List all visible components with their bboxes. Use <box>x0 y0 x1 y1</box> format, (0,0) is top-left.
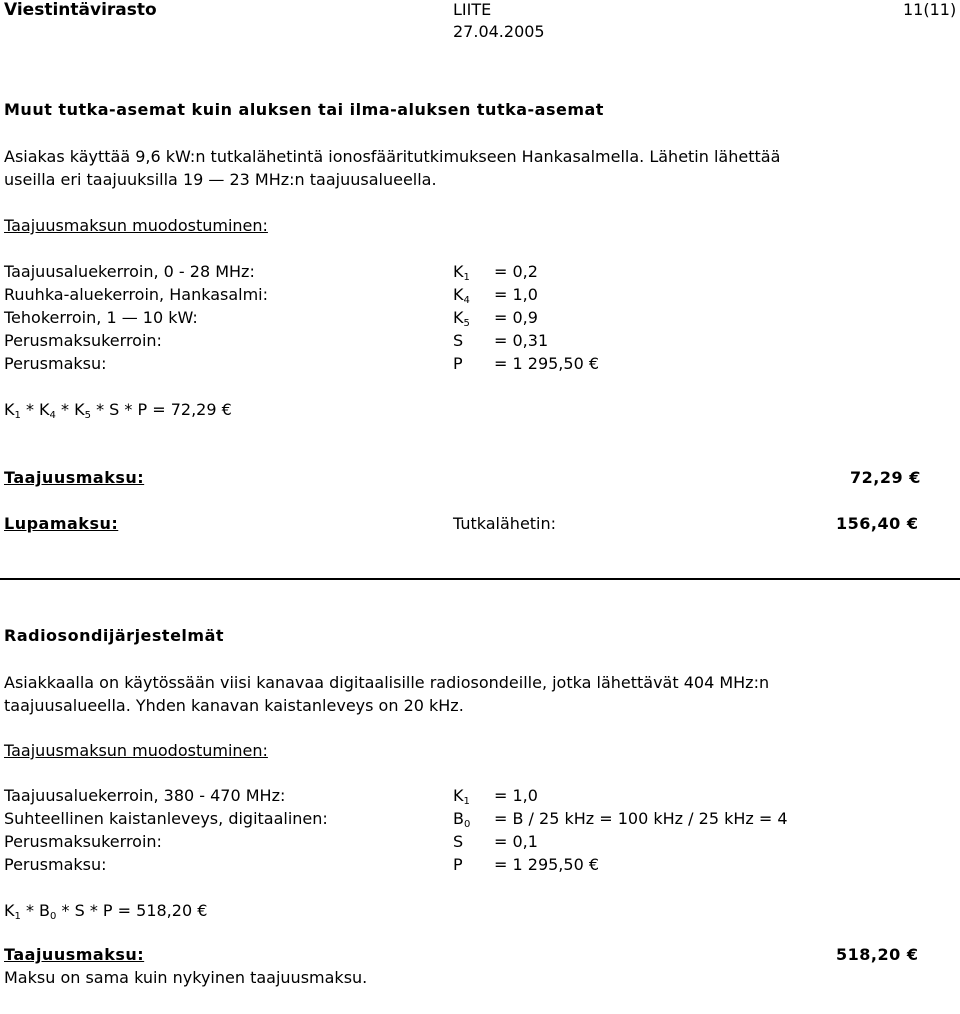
row-symbol: $K_5$ <box>453 308 470 329</box>
euro-symbol: € <box>909 468 921 487</box>
row-value: = 0,2 <box>494 262 538 281</box>
section1-fee-label: Taajuusmaksu: <box>4 468 145 487</box>
row-label: Tehokerroin, 1 — 10 kW: <box>4 308 198 327</box>
section2-paragraph-line1: Asiakkaalla on käytössään viisi kanavaa digitaalisille radiosondeille, jotka lähettävät 404 MHz:n <box>4 673 770 692</box>
row-label: Perusmaksukerroin: <box>4 832 162 851</box>
row-label: Taajuusaluekerroin, 380 - 470 MHz: <box>4 786 286 805</box>
euro-symbol: € <box>588 855 600 874</box>
document-date: 27.04.2005 <box>453 22 545 41</box>
row-symbol: $K_1$ <box>453 262 470 283</box>
row-label: Taajuusaluekerroin, 0 - 28 MHz: <box>4 262 255 281</box>
section2-formula: $K_1 * B_0 * S * P = 518,20$ € <box>4 901 208 922</box>
euro-symbol: € <box>221 400 232 419</box>
row-value: = 1 295,50 € <box>494 354 600 373</box>
section1-title: Muut tutka-asemat kuin aluksen tai ilma-aluksen tutka-asemat <box>4 100 604 119</box>
row-symbol: $B_0$ <box>453 809 471 830</box>
section2-fee-value: 518,20 € <box>836 945 919 964</box>
euro-symbol: € <box>588 354 600 373</box>
row-symbol: $K_1$ <box>453 786 470 807</box>
row-symbol: P <box>453 354 463 373</box>
row-label: Perusmaksu: <box>4 354 107 373</box>
euro-symbol: € <box>906 945 919 964</box>
row-label: Suhteellinen kaistanleveys, digitaalinen: <box>4 809 328 828</box>
row-value: = B / 25 kHz = 100 kHz / 25 kHz = 4 <box>494 809 788 828</box>
license-item: Tutkalähetin: <box>453 514 557 533</box>
euro-symbol: € <box>906 514 919 533</box>
row-label: Perusmaksu: <box>4 855 107 874</box>
liite-label: LIITE <box>453 0 492 19</box>
section2-note: Maksu on sama kuin nykyinen taajuusmaksu. <box>4 968 368 987</box>
license-fee-label: Lupamaksu: <box>4 514 119 533</box>
section1-paragraph-line2: useilla eri taajuuksilla 19 — 23 MHz:n taajuusalueella. <box>4 170 437 189</box>
row-value: = 0,9 <box>494 308 538 327</box>
section1-formula: $K_1 * K_4 * K_5 * S * P = 72,29$ € <box>4 400 232 421</box>
section2-paragraph-line2: taajuusalueella. Yhden kanavan kaistanleveys on 20 kHz. <box>4 696 464 715</box>
row-symbol: $K_4$ <box>453 285 470 306</box>
section2-fee-label: Taajuusmaksu: <box>4 945 145 964</box>
section2-formation-heading: Taajuusmaksun muodostuminen: <box>4 741 268 760</box>
section1-paragraph-line1: Asiakas käyttää 9,6 kW:n tutkalähetintä ionosfääritutkimukseen Hankasalmella. Lähetin lähettää <box>4 147 781 166</box>
row-label: Ruuhka-aluekerroin, Hankasalmi: <box>4 285 268 304</box>
agency-name: Viestintävirasto <box>4 0 157 20</box>
section-divider <box>0 578 960 580</box>
row-value: = 1,0 <box>494 786 538 805</box>
section2-title: Radiosondijärjestelmät <box>4 626 225 645</box>
row-symbol: S <box>453 832 464 851</box>
section1-fee-value: 72,29 € <box>850 468 921 487</box>
license-fee-value: 156,40 € <box>836 514 919 533</box>
row-value: = 1,0 <box>494 285 538 304</box>
row-value: = 1 295,50 € <box>494 855 600 874</box>
row-symbol: S <box>453 331 464 350</box>
section1-formation-heading: Taajuusmaksun muodostuminen: <box>4 216 268 235</box>
row-value: = 0,31 <box>494 331 549 350</box>
page-number: 11(11) <box>903 0 957 19</box>
euro-symbol: € <box>197 901 208 920</box>
row-symbol: P <box>453 855 463 874</box>
row-value: = 0,1 <box>494 832 538 851</box>
row-label: Perusmaksukerroin: <box>4 331 162 350</box>
